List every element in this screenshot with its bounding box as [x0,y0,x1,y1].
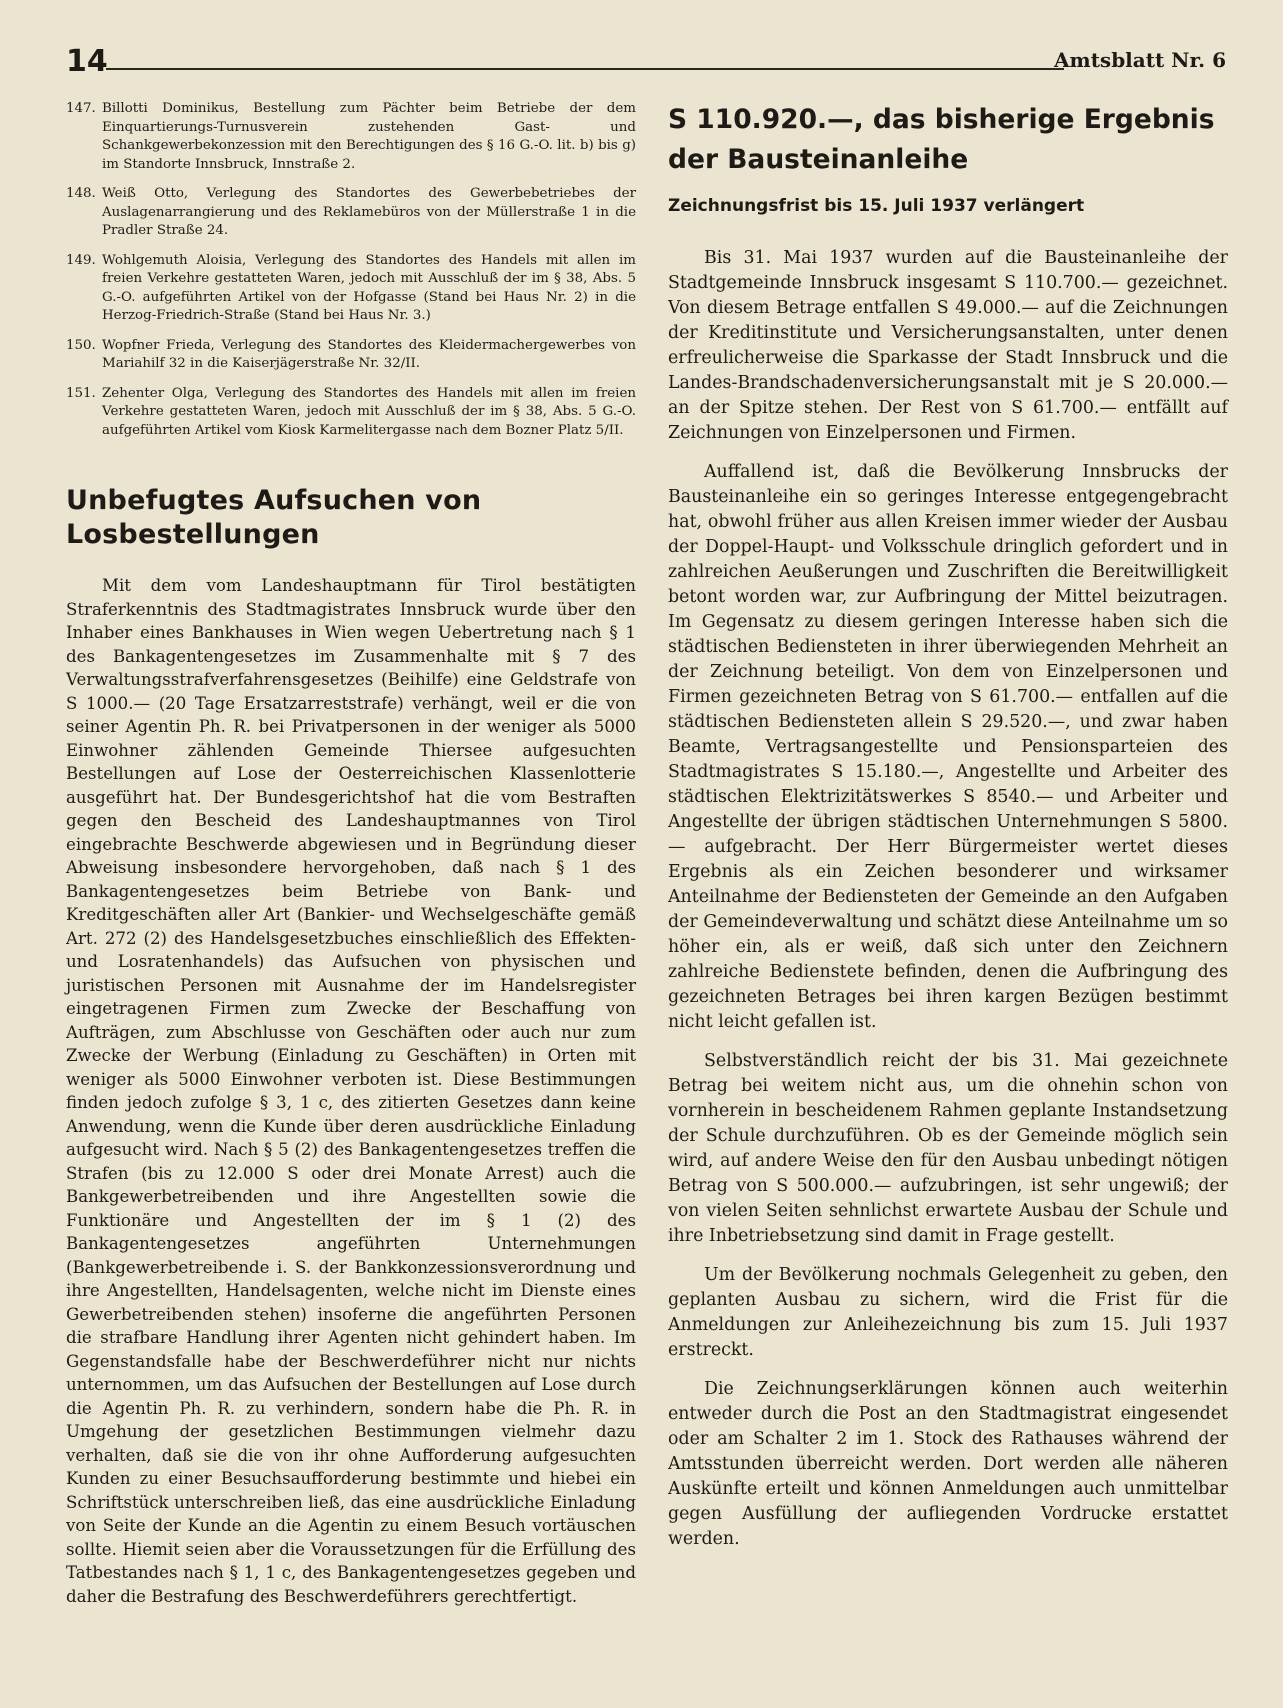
page-number: 14 [66,44,108,79]
notice-text: Zehenter Olga, Verlegung des Standortes des Handels mit allen im freien Verkehre gestatteten Waren, jedoch mit Ausschluß der im § 38, Abs. 5 G.-O. aufgeführten Artikel vom Kiosk Karmelitergasse nach dem Bozner Platz 5/II. [102,385,636,438]
notice-item [66,385,636,441]
notice-text: Wohlgemuth Aloisia, Verlegung des Standortes des Handels mit allen im freien Verkehre gestatteten Waren, jedoch mit Ausschluß der im § 38, Abs. 5 G.-O. aufgeführten Artikel von der Hofgasse (Stand bei Haus Nr. 2) in die Herzog-Friedrich-Straße (Stand bei Haus Nr. 3.) [102,252,636,323]
article-heading-bond: S 110.920.—, das bisherige Ergebnis der Bausteinanleihe [668,104,1215,175]
article-paragraph: Mit dem vom Landeshauptmann für Tirol bestätigten Straferkenntnis des Stadtmagistrates Innsbruck wurde über den Inhaber eines Bankhauses in Wien wegen Uebertretung nach § 1 des Bankagentengesetzes im Zusammenhalte mit § 7 des Verwaltungsstrafverfahrensgesetzes (Beihilfe) eine Geldstrafe von S 1000.— (20 Tage Ersatzarreststrafe) verhängt, weil er die von seiner Agentin Ph. R. bei Privatpersonen in der weniger als 5000 Einwohner zählenden Gemeinde Thiersee aufgesuchten Bestellungen auf Lose der Oesterreichischen Klassenlotterie ausgeführt hat. Der Bundesgerichtshof hat die vom Bestraften gegen den Bescheid des Landeshauptmannes von Tirol eingebrachte Beschwerde abgewiesen und in Begründung dieser Abweisung insbesondere hervorgehoben, daß nach § 1 des Bankagentengesetzes beim Betriebe von Bank- und Kreditgeschäften aller Art (Bankier- und Wechselgeschäfte gemäß Art. 272 (2) des Handelsgesetzbuches einschließlich des Effekten- und Losratenhandels) das Aufsuchen von physischen und juristischen Personen mit Ausnahme der im Handelsregister eingetragenen Firmen zum Zwecke der Beschaffung von Aufträgen, zum Abschlusse von Geschäften oder auch nur zum Zwecke der Werbung (Einladung zu Geschäften) in Orten mit weniger als 5000 Einwohner verboten ist. Diese Bestimmungen finden jedoch zufolge § 3, 1 c, des zitierten Gesetzes dann keine Anwendung, wenn die Kunde über deren ausdrückliche Einladung aufgesucht wird. Nach § 5 (2) des Bankagentengesetzes treffen die Strafen (bis zu 12.000 S oder drei Monate Arrest) auch die Bankgewerbetreibenden und ihre Angestellten sowie die Funktionäre und Angestellten der im § 1 (2) des Bankagentengesetzes angeführten Unternehmungen (Bankgewerbetreibende i. S. der Bankkonzessionsverordnung und ihre Angestellten, Handelsagenten, welche nicht im Dienste eines Gewerbetreibenden stehen) insoferne die angeführten Personen die strafbare Handlung ihrer Agenten nicht gehindert haben. Im Gegenstandsfalle habe der Beschwerdeführer nicht nur nichts unternommen, um das Aufsuchen der Bestellungen auf Lose durch die Agentin Ph. R. zu verhindern, sondern habe die Ph. R. in Umgehung der gesetzlichen Bestimmungen vielmehr dazu verhalten, daß sie die von ihr ohne Aufforderung aufgesuchten Kunden zu einer Besuchsaufforderung bestimmte und hiebei ein Schriftstück unterschreiben ließ, das eine ausdrückliche Einladung von Seite der Kunde an die Agentin zu einem Besuch vortäuschen sollte. Hiemit seien aber die Voraussetzungen für die Erfüllung des Tatbestandes nach § 1, 1 c, des Bankagentengesetzes gegeben und daher die Bestrafung des Beschwerdeführers gerechtfertigt. [66,576,636,1606]
article-paragraph: Um der Bevölkerung nochmals Gelegenheit zu geben, den geplanten Ausbau zu sichern, wird die Frist für die Anmeldungen zur Anleihezeichnung bis zum 15. Juli 1937 erstreckt. [668,1265,1228,1360]
notice-number: 147. [66,101,96,116]
notice-text: Billotti Dominikus, Bestellung zum Pächter beim Betriebe der dem Einquartierungs-Turnusverein zustehenden Gast- und Schankgewerbekonzession mit den Berechtigungen des § 16 G.-O. lit. b) bis g) im Standorte Innsbruck, Innstraße 2. [102,101,636,172]
notice-text: Weiß Otto, Verlegung des Standortes des Gewerbebetriebes der Auslagenarrangierung und des Reklamebüros von der Müllerstraße 1 in die Pradler Straße 24. [102,186,636,238]
notice-number: 150. [66,337,96,353]
article-heading-lottery: Unbefugtes Aufsuchen von Losbestellungen [66,485,482,550]
notice-number: 148. [66,186,96,201]
article-paragraph: Selbstverständlich reicht der bis 31. Mai gezeichnete Betrag bei weitem nicht aus, um die ohnehin schon von vornherein in bescheidenem Rahmen geplante Instandsetzung der Schule durchzuführen. Ob es der Gemeinde möglich sein wird, auf andere Weise den für den Ausbau unbedingt nötigen Betrag von S 500.000.— aufzubringen, ist sehr ungewiß; der von vielen Seiten sehnlichst erwartete Ausbau der Schule und ihre Inbetriebsetzung sind damit in Frage gestellt. [668,1051,1228,1246]
article-subheading: Zeichnungsfrist bis 15. Juli 1937 verlängert [668,196,1085,216]
header-rule [106,68,1064,70]
notice-item [66,100,636,174]
notice-number: 149. [66,252,96,268]
publication-title: Amtsblatt Nr. 6 [1054,48,1226,72]
notice-text: Wopfner Frieda, Verlegung des Standortes des Kleidermachergewerbes von Mariahilf 32 in die Kaiserjägerstraße Nr. 32/II. [102,337,636,371]
right-column [668,100,1228,1552]
page-header [66,44,1226,80]
article-paragraph: Auffallend ist, daß die Bevölkerung Innsbrucks der Bausteinanleihe ein so geringes Interesse entgegengebracht hat, obwohl früher aus allen Kreisen immer wieder der Ausbau der Doppel-Haupt- und Volksschule dringlich gefordert und in zahlreichen Aeußerungen und Zuschriften die Bereitwilligkeit betont worden war, zur Aufbringung der Mittel beizutragen. Im Gegensatz zu diesem geringen Interesse haben sich die städtischen Bediensteten in ihrer überwiegenden Mehrheit an der Zeichnung beteiligt. Von dem von Einzelpersonen und Firmen gezeichneten Betrag von S 61.700.— entfallen auf die städtischen Bediensteten allein S 29.520.—, und zwar haben Beamte, Vertragsangestellte und Pensionsparteien des Stadtmagistrates S 15.180.—, Angestellte und Arbeiter des städtischen Elektrizitätswerkes S 8540.— und Arbeiter und Angestellte der übrigen städtischen Unternehmungen S 5800.— aufgebracht. Der Herr Bürgermeister wertet dieses Ergebnis als ein Zeichen besonderer und wirksamer Anteilnahme der Bediensteten der Gemeinde an den Aufgaben der Gemeindeverwaltung und schätzt diese Anteilnahme um so höher ein, als er weiß, daß sich unter den Zeichnern zahlreiche Bedienstete befinden, denen die Aufbringung des gezeichneten Betrages bei ihren kargen Bezügen bestimmt nicht leicht gefallen ist. [668,462,1228,1032]
article-paragraph: Bis 31. Mai 1937 wurden auf die Bausteinanleihe der Stadtgemeinde Innsbruck insgesamt S 110.700.— gezeichnet. Von diesem Betrage entfallen S 49.000.— auf die Zeichnungen der Kreditinstitute und Versicherungsanstalten, unter denen erfreulicherweise die Sparkasse der Stadt Innsbruck und die Landes-Brandschadenversicherungsanstalt mit je S 20.000.— an der Spitze stehen. Der Rest von S 61.700.— entfällt auf Zeichnungen von Einzelpersonen und Firmen. [668,248,1228,443]
notice-number: 151. [66,385,96,401]
article-paragraph: Die Zeichnungserklärungen können auch weiterhin entweder durch die Post an den Stadtmagistrat eingesendet oder am Schalter 2 im 1. Stock des Rathauses während der Amtsstunden überreicht werden. Dort werden alle näheren Auskünfte erteilt und können Anmeldungen auch unmittelbar gegen Ausfüllung der aufliegenden Vordrucke erstattet werden. [668,1379,1228,1549]
left-column [66,100,636,1608]
notice-item [66,337,636,374]
notice-item [66,252,636,326]
notice-item [66,185,636,241]
